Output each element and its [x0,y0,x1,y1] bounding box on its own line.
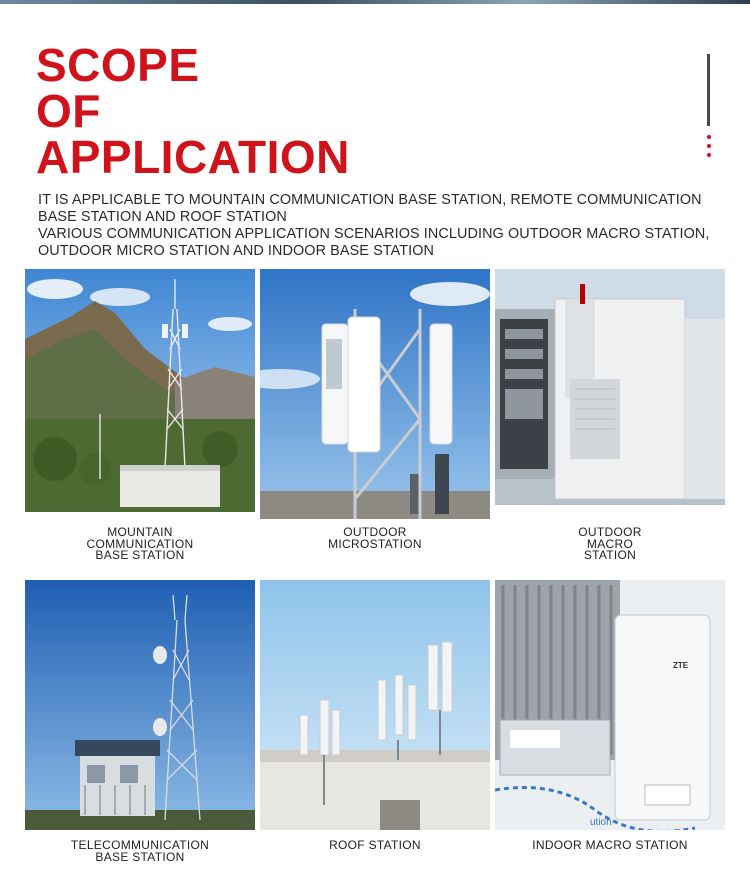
caption-line: MOUNTAIN [107,525,173,539]
caption-line: MICROSTATION [328,536,422,551]
caption-line: BASE STATION [95,849,185,864]
caption-line: ROOF STATION [329,838,421,852]
caption-line: MACRO [586,536,634,551]
wall-sign-text: ution [590,817,612,828]
caption-line: OUTDOOR [578,525,642,539]
description-paragraph-2: VARIOUS COMMUNICATION APPLICATION SCENARIOS INCLUDING OUTDOOR MACRO STATION, OUTDOOR MICRO STATION AND INDOOR BASE STATION [38,226,710,259]
caption-outdoor-macro-station [495,527,725,562]
section-title [36,39,350,183]
title-line-2: OF [36,85,101,137]
caption-outdoor-microstation [260,527,490,550]
photo-outdoor-microstation [260,269,490,519]
caption-line: TELECOMMUNICATION [70,838,210,852]
photo-telecommunication-base-station [25,580,255,830]
top-banner-strip [0,0,750,4]
caption-indoor-macro-station [495,840,725,852]
photo-outdoor-macro-station [495,269,725,505]
caption-line: STATION [583,548,637,562]
decorative-dot [707,144,711,148]
caption-line: INDOOR MACRO STATION [532,838,688,852]
title-line-3: APPLICATION [36,131,350,183]
caption-telecommunication-base-station [25,840,255,863]
photo-indoor-macro-station [495,580,725,830]
decorative-dot [707,135,711,139]
description-paragraph-1: IT IS APPLICABLE TO MOUNTAIN COMMUNICATION BASE STATION, REMOTE COMMUNICATION BASE STATION AND ROOF STATION [38,192,702,225]
photo-mountain-base-station [25,269,255,512]
title-line-1: SCOPE [36,39,200,91]
decorative-vertical-line [707,54,710,126]
decorative-dot [707,153,711,157]
caption-line: OUTDOOR [343,525,407,539]
description [38,192,718,260]
caption-line: BASE STATION [95,548,185,562]
caption-mountain-base-station [25,527,255,562]
caption-roof-station [260,840,490,852]
caption-line: COMMUNICATION [86,536,194,551]
photo-roof-station [260,580,490,830]
zte-logo-text: ZTE [673,661,689,670]
